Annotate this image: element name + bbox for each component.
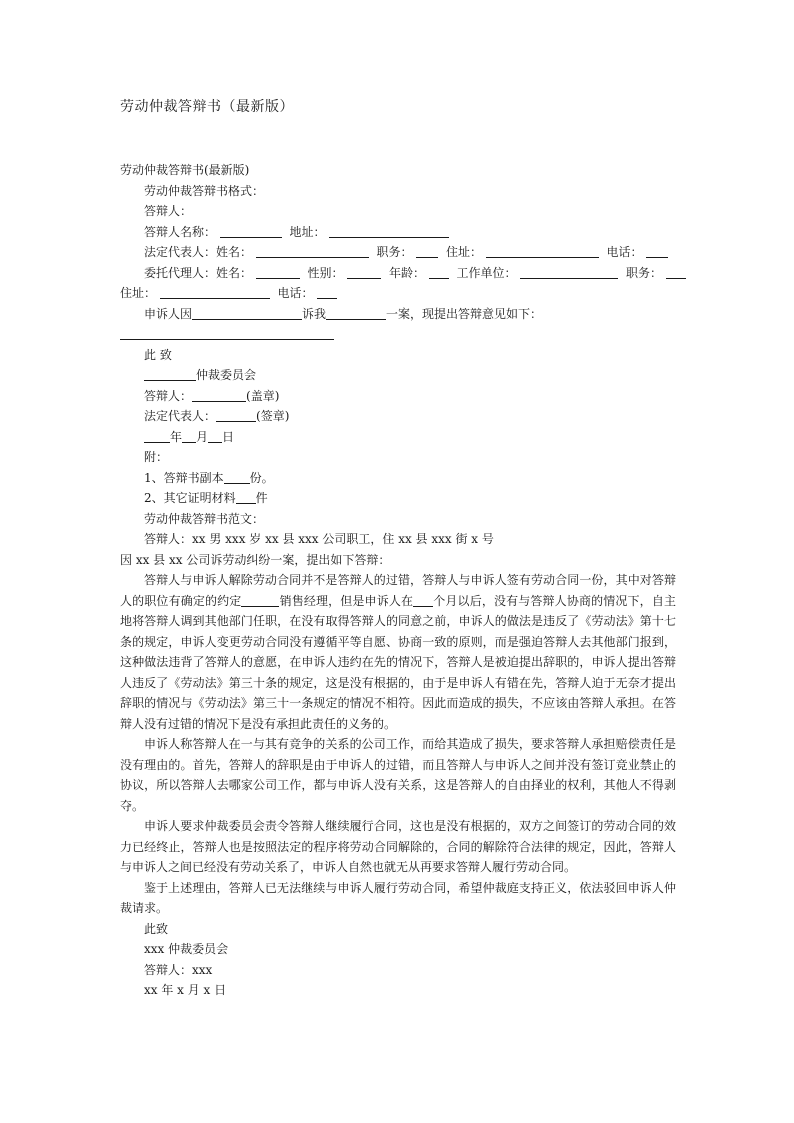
attach-item2-text: 2、其它证明材料 (144, 491, 236, 505)
sample-label: 劳动仲裁答辩书范文： (144, 511, 265, 526)
p1-blank-1 (241, 594, 279, 607)
address-blank (329, 225, 449, 238)
claim-blank-2 (326, 307, 386, 320)
closing-legal-rep-line (120, 406, 676, 427)
day-blank (208, 430, 222, 443)
work-unit-blank (520, 266, 618, 279)
closing-legal-rep-label: 法定代表人： (144, 409, 217, 423)
legal-rep-label: 法定代表人：姓名： (144, 245, 253, 259)
attach-item1-blank (224, 471, 250, 484)
day-label: 日 (222, 429, 235, 444)
year-blank (144, 430, 170, 443)
format-label: 劳动仲裁答辩书格式： (144, 183, 265, 198)
closing-to: 此 致 (144, 347, 172, 362)
form-row-agent-cont (120, 283, 676, 304)
sample-close-committee: xxx 仲裁委员会 (144, 942, 229, 956)
sample-close-to: 此致 (144, 921, 169, 936)
position-blank (416, 245, 438, 258)
name-label: 答辩人名称： (144, 224, 217, 239)
claim-part1: 申诉人因 (144, 306, 193, 321)
p1-part-b: 销售经理，但是申诉人在 (279, 593, 414, 608)
month-blank (182, 430, 196, 443)
attach-item2-suffix: 件 (255, 491, 268, 505)
agent-name-blank (256, 266, 300, 279)
sign-label: (签章) (256, 409, 290, 423)
residence-label: 住址： (445, 245, 482, 259)
phone-blank (646, 245, 668, 258)
attach-item1-suffix: 份。 (249, 470, 274, 485)
document-title: 劳动仲裁答辩书（最新版） (120, 99, 294, 115)
month-label: 月 (196, 429, 209, 444)
gender-blank (347, 266, 381, 279)
agent-phone-blank (317, 286, 337, 299)
name-blank (220, 225, 282, 238)
respondent-blank (192, 389, 246, 402)
closing-respondent-line (120, 386, 676, 407)
agent-residence-label: 住址： (120, 286, 157, 300)
form-row-name (120, 222, 676, 243)
claim-part3: 一案，现提出答辩意见如下： (386, 306, 543, 321)
closing-committee-line (120, 365, 676, 386)
address-label: 地址： (289, 224, 326, 239)
seal-label: (盖章) (246, 388, 280, 403)
agent-position-blank (666, 266, 686, 279)
p1-blank-2 (413, 594, 433, 607)
document-body (120, 160, 676, 1001)
form-row-agent (120, 263, 676, 284)
claim-part2: 诉我 (302, 306, 327, 321)
sample-close-date: xx 年 x 月 x 日 (144, 983, 227, 997)
sample-reason: 因 xx 县 xx 公司诉劳动纠纷一案，提出如下答辩： (120, 552, 391, 567)
age-blank (429, 266, 449, 279)
attach-item-2 (120, 488, 676, 509)
legal-rep-name-blank (256, 245, 369, 258)
sample-paragraph-2: 申诉人称答辩人在一与其有竞争的关系的公司工作，而给其造成了损失，要求答辩人承担赔偿责任是没有理由的。首先，答辩人的辞职是由于申诉人的过错，而且答辩人与申诉人之间并没有签订竞业禁止的协议，所以答辩人去哪家公司工作，都与申诉人没有关系，这是答辩人的自由择业的权利，其他人不得剥夺。 (120, 737, 676, 813)
agent-position-label: 职务： (625, 265, 662, 280)
agent-residence-blank (160, 286, 270, 299)
attach-item-1 (120, 468, 676, 489)
claim-answer-line (120, 324, 676, 345)
position-label: 职务： (376, 245, 413, 259)
work-unit-label: 工作单位： (456, 265, 517, 280)
closing-date-line (120, 427, 676, 448)
age-label: 年龄： (388, 265, 425, 280)
p1-part-a: 答辩人与申诉人解除劳动合同并不是答辩人的过错，答辩人与申诉人签有劳动合同一份，其中对答辩人的职位有确定的约定 (120, 573, 676, 608)
sample-close-respondent: 答辩人：xxx (144, 962, 213, 977)
committee-blank (144, 368, 196, 381)
sample-paragraph-3: 申诉人要求仲裁委员会责令答辩人继续履行合同，这也是没有根据的，双方之间签订的劳动合同的效力已经终止，答辩人也是按照法定的程序将劳动合同解除的，合同的解除符合法律的规定，因此，答辩人与申诉人之间已经没有劳动关系了，申诉人自然也就无从再要求答辩人履行劳动合同。 (120, 819, 676, 874)
closing-respondent-label: 答辩人： (144, 388, 193, 403)
year-label: 年 (170, 429, 183, 444)
sample-paragraph-1 (120, 570, 676, 734)
gender-label: 性别： (307, 265, 344, 280)
agent-label: 委托代理人：姓名： (144, 265, 253, 280)
legal-rep-sign-blank (216, 409, 256, 422)
agent-phone-label: 电话： (277, 286, 314, 300)
claim-line (120, 304, 676, 325)
attach-item2-blank (236, 491, 256, 504)
attach-item1-text: 1、答辩书副本 (144, 470, 224, 485)
p1-part-c: 个月以后，没有与答辩人协商的情况下，自主地将答辩人调到其他部门任职，在没有取得答辩人的同意之前，申诉人的做法是违反了《劳动法》第十七条的规定，申诉人变更劳动合同没有遵循平等自愿、协商一致的原则，而是强迫答辩人去其他部门报到，这种做法违背了答辩人的意愿，在申诉人违约在先的情况下，答辩人是被迫提出辞职的，申诉人提出答辩人违反了《劳动法》第三十条的规定，这是没有根据的，由于是申诉人有错在先，答辩人迫于无奈才提出辞职的情况与《劳动法》第三十一条规定的情况不相符。因此而造成的损失，不应该由答辩人承担。在答辩人没有过错的情况下是没有承担此责任的义务的。 (120, 593, 676, 731)
heading: 劳动仲裁答辩书(最新版) (120, 163, 250, 177)
committee-label: 仲裁委员会 (196, 368, 257, 382)
sample-paragraph-4: 鉴于上述理由，答辩人已无法继续与申诉人履行劳动合同，希望仲裁庭支持正义，依法驳回申诉人仲裁请求。 (120, 880, 676, 915)
respondent-label: 答辩人： (144, 204, 193, 218)
phone-label: 电话： (606, 245, 643, 259)
form-row-legal-rep (120, 242, 676, 263)
claim-answer-blank (120, 327, 334, 340)
sample-respondent-info: 答辩人：xx 男 xxx 岁 xx 县 xxx 公司职工，住 xx 县 xxx 街 x 号 (144, 532, 494, 546)
residence-blank (486, 245, 599, 258)
claim-blank-1 (192, 307, 302, 320)
attach-label: 附： (144, 450, 169, 464)
